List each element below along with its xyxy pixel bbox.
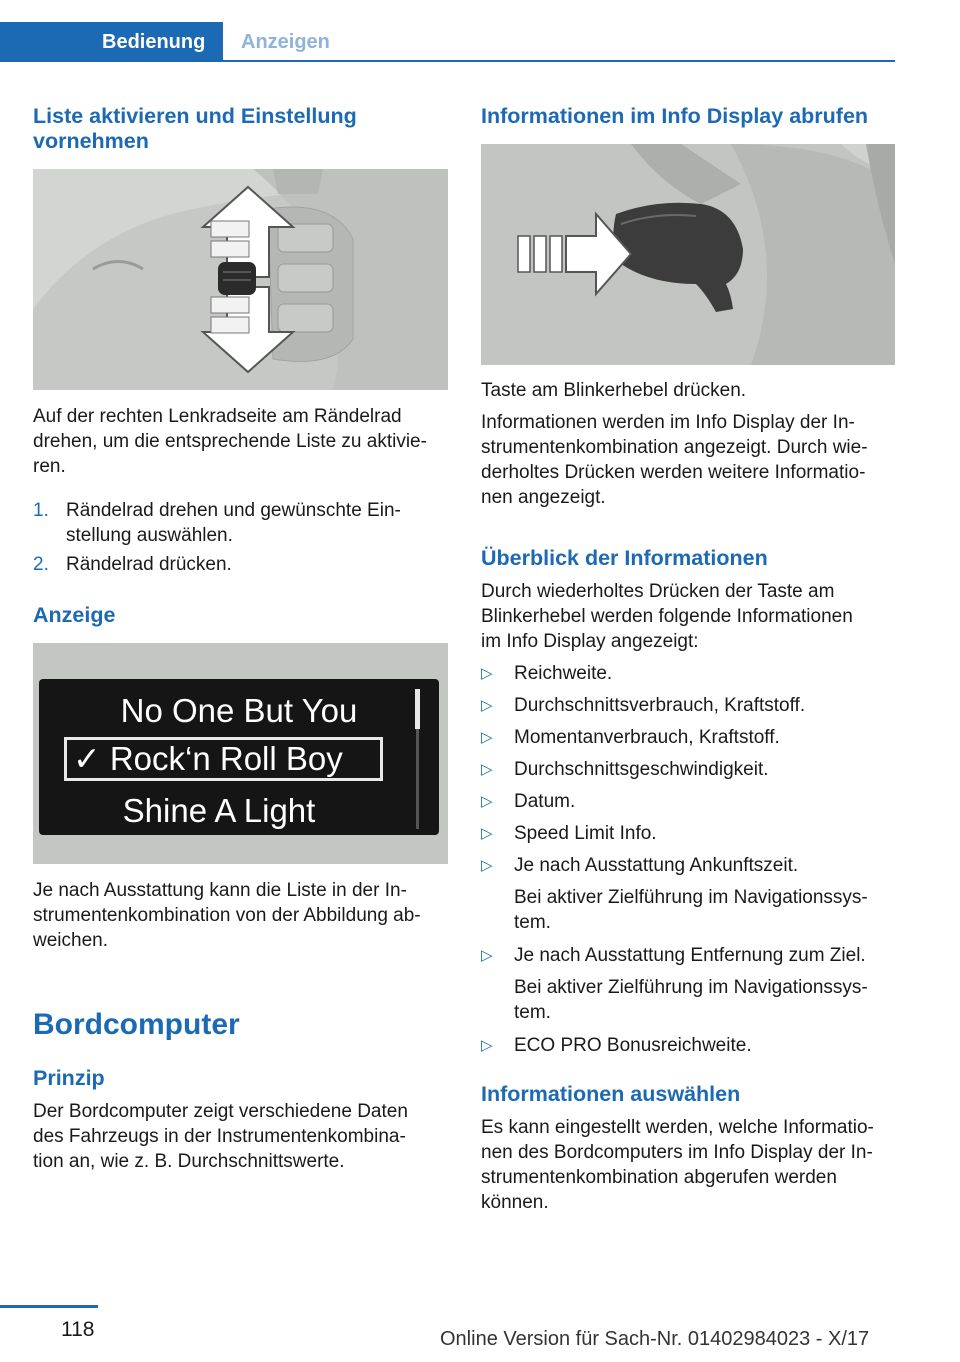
text-line: Durch wiederholtes Drücken der Taste am <box>481 581 835 602</box>
triangle-bullet-icon: ▷ <box>481 665 493 682</box>
text-line: tem. <box>514 1002 551 1023</box>
text-line: Speed Limit Info. <box>514 823 657 844</box>
text-line: Informationen werden im Info Display der In- <box>481 412 855 433</box>
heading-bordcomputer: Bordcomputer <box>33 1008 240 1041</box>
text-line: Datum. <box>514 791 576 812</box>
triangle-bullet-icon: ▷ <box>481 825 493 842</box>
list-item <box>481 789 896 821</box>
step-number: 1. <box>33 500 49 521</box>
text-line: Momentanverbrauch, Kraftstoff. <box>514 727 780 748</box>
heading-anzeige: Anzeige <box>33 603 116 627</box>
paragraph-raendelrad <box>33 404 448 479</box>
paragraph-ueberblick <box>481 579 896 654</box>
list-item <box>33 498 448 550</box>
heading-info-display: Informationen im Info Display abrufen <box>481 104 869 128</box>
text-line: Auf der rechten Lenkradseite am Rändelrad <box>33 406 402 427</box>
scrollbar-track <box>416 729 419 829</box>
heading-auswaehlen: Informationen auswählen <box>481 1082 741 1106</box>
list-item <box>481 821 896 853</box>
steering-wheel-figure <box>33 169 448 390</box>
turn-signal-illustration <box>481 144 895 365</box>
text-line: weichen. <box>33 930 108 951</box>
triangle-bullet-icon: ▷ <box>481 857 493 874</box>
info-bullet-list <box>481 661 896 1065</box>
text-line: ECO PRO Bonusreichweite. <box>514 1035 752 1056</box>
triangle-bullet-icon: ▷ <box>481 761 493 778</box>
text-line: Durchschnittsgeschwindigkeit. <box>514 759 769 780</box>
info-display-screen <box>39 679 439 835</box>
heading-line: Liste aktivieren und Einstellung <box>33 104 357 128</box>
text-line: Bei aktiver Zielführung im Navigationssys- <box>514 887 868 908</box>
text-line: Bei aktiver Zielführung im Navigationssys- <box>514 977 868 998</box>
heading-prinzip: Prinzip <box>33 1066 105 1090</box>
triangle-bullet-icon: ▷ <box>481 793 493 810</box>
list-item <box>481 757 896 789</box>
paragraph-auswaehlen <box>481 1115 896 1215</box>
list-item <box>481 943 896 1033</box>
list-item <box>481 693 896 725</box>
text-line: stellung auswählen. <box>66 525 233 546</box>
text-line: derholtes Drücken werden weitere Informatio- <box>481 462 866 483</box>
text-line: Blinkerhebel werden folgende Informationen <box>481 606 853 627</box>
heading-line: vornehmen <box>33 129 149 153</box>
paragraph-ausstattung <box>33 878 448 953</box>
page-number: 118 <box>61 1318 95 1341</box>
text-line: Je nach Ausstattung Ankunftszeit. <box>514 855 799 876</box>
list-item <box>33 552 448 578</box>
step-number: 2. <box>33 554 49 575</box>
triangle-bullet-icon: ▷ <box>481 1037 493 1054</box>
heading-ueberblick: Überblick der Informationen <box>481 546 768 570</box>
heading-liste-aktivieren <box>33 104 448 154</box>
triangle-bullet-icon: ▷ <box>481 697 493 714</box>
text-line: drehen, um die entsprechende Liste zu aktivie- <box>33 431 427 452</box>
list-item <box>481 853 896 943</box>
text-line: ren. <box>33 456 66 477</box>
triangle-bullet-icon: ▷ <box>481 729 493 746</box>
display-list-item: Shine A Light <box>122 792 316 829</box>
text-line: strumentenkombination abgerufen werden <box>481 1167 837 1188</box>
paragraph-taste: Taste am Blinkerhebel drücken. <box>481 380 747 401</box>
text-line: strumentenkombination von der Abbildung ab- <box>33 905 421 926</box>
display-figure <box>33 643 448 864</box>
triangle-bullet-icon: ▷ <box>481 947 493 964</box>
text-line: Der Bordcomputer zeigt verschiedene Daten <box>33 1101 408 1122</box>
text-line: des Fahrzeugs in der Instrumentenkombina- <box>33 1126 406 1147</box>
turn-signal-figure <box>481 144 895 365</box>
text-line: Rändelrad drücken. <box>66 554 232 575</box>
steps-list <box>33 498 448 578</box>
list-item <box>481 1033 896 1065</box>
text-line: Reichweite. <box>514 663 613 684</box>
scrollbar-thumb <box>415 689 420 729</box>
text-line: nen angezeigt. <box>481 487 606 508</box>
text-line: Es kann eingestellt werden, welche Informatio- <box>481 1117 874 1138</box>
list-item <box>481 661 896 693</box>
text-line: tem. <box>514 912 551 933</box>
text-line: Durchschnittsverbrauch, Kraftstoff. <box>514 695 806 716</box>
online-version-note: Online Version für Sach-Nr. 01402984023 - X/17 <box>440 1328 870 1350</box>
text-line: strumentenkombination angezeigt. Durch wie- <box>481 437 868 458</box>
text-line: können. <box>481 1192 549 1213</box>
text-line: nen des Bordcomputers im Info Display der In- <box>481 1142 873 1163</box>
tab-bedienung[interactable]: Bedienung <box>0 22 223 62</box>
text-line: Je nach Ausstattung kann die Liste in der In- <box>33 880 407 901</box>
text-line: Rändelrad drehen und gewünschte Ein- <box>66 500 401 521</box>
steering-wheel-illustration <box>33 169 448 390</box>
list-item <box>481 725 896 757</box>
display-list-item-selected: ✓ Rock‘n Roll Boy <box>64 737 383 781</box>
text-line: tion an, wie z. B. Durchschnittswerte. <box>33 1151 345 1172</box>
tab-anzeigen[interactable]: Anzeigen <box>241 31 330 53</box>
text-line: Je nach Ausstattung Entfernung zum Ziel. <box>514 945 866 966</box>
chapter-tab-bar <box>0 22 895 62</box>
text-line: im Info Display angezeigt: <box>481 631 699 652</box>
footer-rule <box>0 1305 98 1308</box>
display-list-item: No One But You <box>120 692 358 729</box>
paragraph-prinzip <box>33 1099 448 1174</box>
paragraph-informationen <box>481 410 896 510</box>
